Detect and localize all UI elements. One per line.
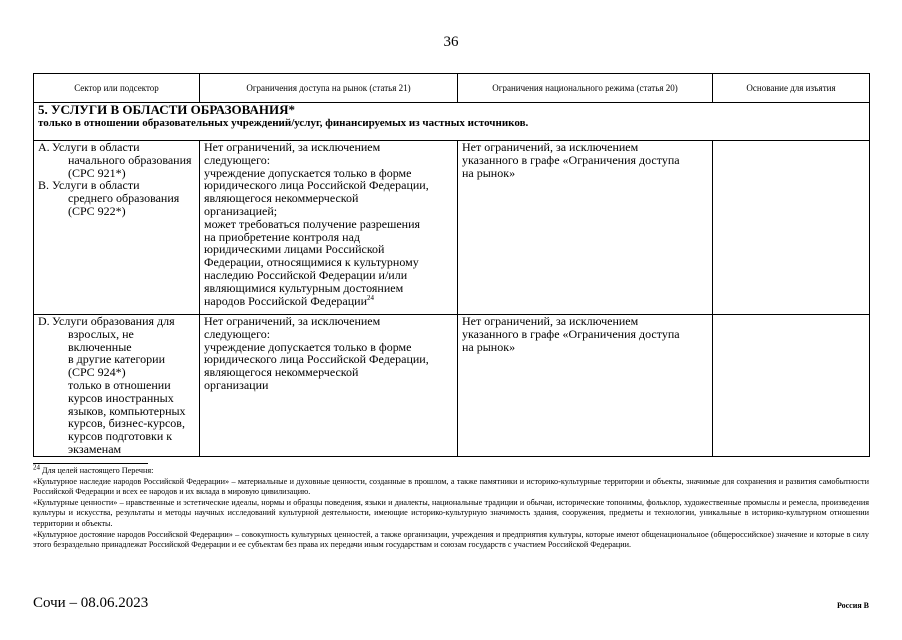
text-line: следующего: xyxy=(204,152,271,167)
text-line: организации xyxy=(204,377,269,392)
exemption-cell xyxy=(713,141,870,315)
sector-line: среднего образования xyxy=(68,191,180,206)
sector-cell xyxy=(34,315,200,457)
text-line: на рынок» xyxy=(462,339,516,354)
sector-item xyxy=(38,179,195,217)
sector-line: курсов иностранных xyxy=(68,390,174,405)
text-line: указанного в графе «Ограничения доступа xyxy=(462,152,680,167)
market-access-cell xyxy=(200,141,458,315)
sector-item xyxy=(38,141,195,179)
text-line: являющимися культурным достоянием xyxy=(204,280,404,295)
sector-item xyxy=(38,315,195,456)
header-exemption-basis: Основание для изъятия xyxy=(713,74,870,103)
sector-line: только в отношении xyxy=(68,377,171,392)
header-sector: Сектор или подсектор xyxy=(34,74,200,103)
text-line: народов Российской Федерации xyxy=(204,293,367,308)
market-access-cell xyxy=(200,315,458,457)
sector-letter: D. xyxy=(38,314,50,328)
text-line: указанного в графе «Ограничения доступа xyxy=(462,326,680,341)
section-cell xyxy=(34,103,870,141)
text-line: следующего: xyxy=(204,326,271,341)
sector-line: экзаменам xyxy=(68,441,122,456)
footer-location-date: Сочи – 08.06.2023 xyxy=(33,595,149,611)
footnote-paragraph: «Культурные ценности» – нравственные и эстетические идеалы, нормы и образцы поведения, языки и диалекты, национальные традиции и обычаи, исторические топонимы, фольклор, художественные промыслы и ремесла, произведения культуры и искусства, результаты и методы научных исследований культурной деятельности, имеющие историко-культурную значимость здания, сооружения, предметы и технологии, уникальные в историко-культурном отношении территории и объекты. xyxy=(33,497,869,528)
text-line: Нет ограничений, за исключением xyxy=(204,140,381,154)
sector-line: (CPC 921*) xyxy=(68,165,126,180)
sector-line: взрослых, не включенные xyxy=(68,326,134,354)
sector-letter: B. xyxy=(38,178,50,193)
footnote-intro xyxy=(33,463,869,477)
sector-letter: A. xyxy=(38,140,50,154)
sector-line: курсов подготовки к xyxy=(68,429,173,444)
sector-line: (CPC 922*) xyxy=(68,203,126,218)
header-national-treatment: Ограничения национального режима (статья 20) xyxy=(458,74,713,103)
sector-line: языков, компьютерных xyxy=(68,403,186,418)
table-header-row xyxy=(34,74,870,103)
footnote-marker: 24 xyxy=(33,463,40,472)
text-line: учреждение допускается только в форме xyxy=(204,165,412,180)
sector-title: Услуги в области xyxy=(52,140,140,154)
text-line: Нет ограничений, за исключением xyxy=(462,314,639,328)
text-line: юридическими лицами Российской xyxy=(204,242,385,257)
footnote-intro-text: Для целей настоящего Перечня: xyxy=(42,466,154,475)
national-treatment-cell xyxy=(458,141,713,315)
text-line: на рынок» xyxy=(462,165,516,180)
sector-cell xyxy=(34,141,200,315)
text-line: наследию Российской Федерации и/или xyxy=(204,267,408,282)
footer-label: Россия B xyxy=(836,601,869,610)
text-line: учреждение допускается только в форме xyxy=(204,339,412,354)
national-treatment-cell xyxy=(458,315,713,457)
text-line: юридического лица Российской Федерации, xyxy=(204,352,429,367)
exemption-cell xyxy=(713,315,870,457)
footnote-ref: 24 xyxy=(366,293,374,302)
sector-line: (CPC 924*) xyxy=(68,365,126,380)
footnotes xyxy=(33,463,869,551)
table-row xyxy=(34,141,870,315)
footnote-paragraph: «Культурное наследие народов Российской Федерации» – материальные и духовные ценности, созданные в прошлом, а также памятники и историко-культурные территории и объекты, значимые для сохранения и развития самобытности Российской Федерации и всех ее народов и их вклада в мировую цивилизацию. xyxy=(33,476,869,497)
table-row xyxy=(34,315,870,457)
header-market-access: Ограничения доступа на рынок (статья 21) xyxy=(200,74,458,103)
section-title: 5. УСЛУГИ В ОБЛАСТИ ОБРАЗОВАНИЯ* xyxy=(38,102,295,117)
text-line: на приобретение контроля над xyxy=(204,229,360,244)
footnote-paragraph: «Культурное достояние народов Российской Федерации» – совокупность культурных ценностей, а также организации, учреждения и предприятия культуры, которые имеют общенациональное (общероссийское) значение и которые в силу этого безраздельно принадлежат Российской Федерации и ее субъектам без права их передачи иным государствам и союзам государств с участием Российской Федерации. xyxy=(33,529,869,550)
text-line: может требоваться получение разрешения xyxy=(204,216,421,231)
page-number: 36 xyxy=(443,34,459,50)
footnote-divider xyxy=(33,463,148,464)
text-line: являющегося некоммерческой xyxy=(204,365,359,380)
commitments-table xyxy=(33,73,870,457)
text-line: Федерации, относящимися к культурному xyxy=(204,255,419,270)
sector-line: в другие категории xyxy=(68,352,165,367)
sector-title: Услуги в области xyxy=(52,178,140,193)
sector-line: начального образования xyxy=(68,152,192,167)
text-line: Нет ограничений, за исключением xyxy=(204,314,381,328)
text-line: являющегося некоммерческой xyxy=(204,191,359,206)
section-row xyxy=(34,103,870,141)
text-line: юридического лица Российской Федерации, xyxy=(204,178,429,193)
text-line: Нет ограничений, за исключением xyxy=(462,140,639,154)
sector-title: Услуги образования для xyxy=(52,314,175,328)
sector-line: курсов, бизнес-курсов, xyxy=(68,416,185,431)
section-subtitle: только в отношении образовательных учреждений/услуг, финансируемых из частных источников. xyxy=(38,117,529,129)
text-line: организацией; xyxy=(204,203,278,218)
